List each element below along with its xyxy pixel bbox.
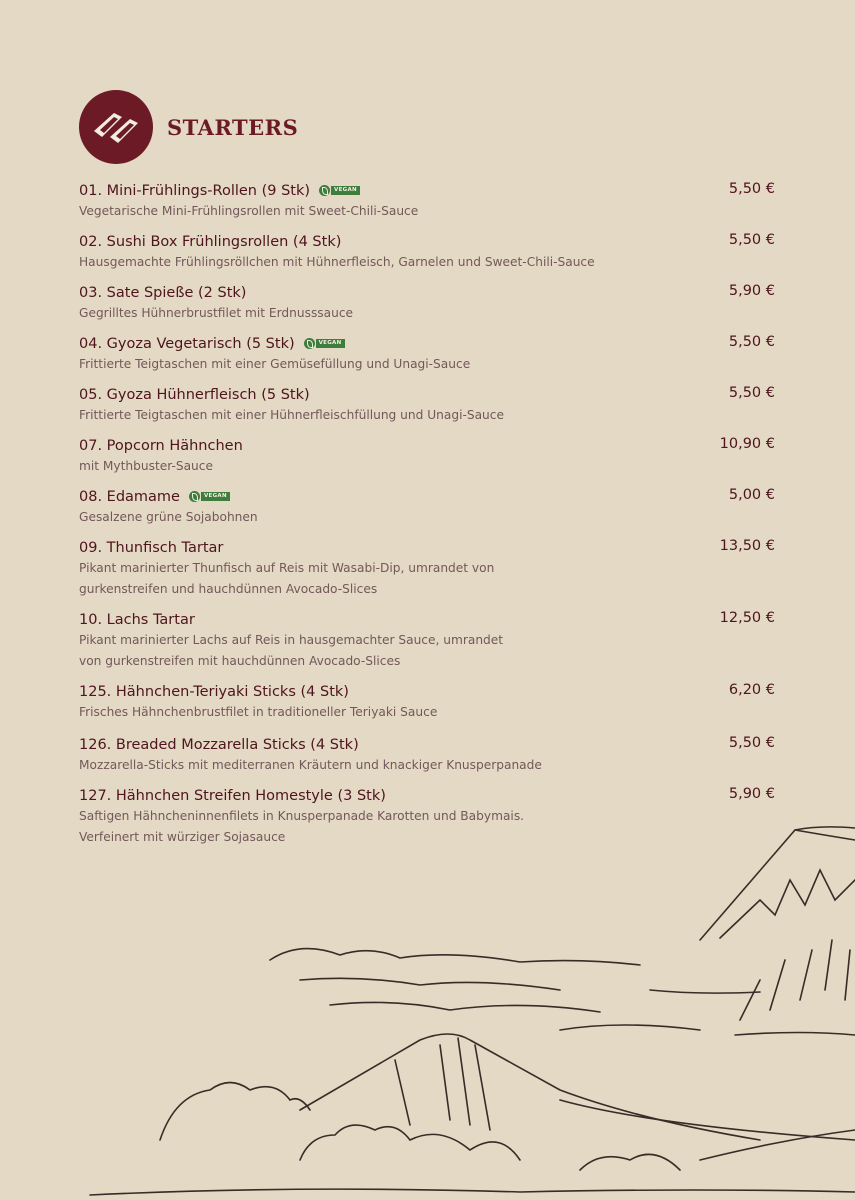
section-header <box>79 90 298 164</box>
menu-item-description: Verfeinert mit würziger Sojasauce <box>79 830 286 844</box>
menu-list <box>79 180 779 857</box>
menu-item-header <box>79 785 779 806</box>
menu-item-description: Hausgemachte Frühlingsröllchen mit Hühnerfleisch, Garnelen und Sweet-Chili-Sauce <box>79 255 595 269</box>
menu-item-description: Pikant marinierter Thunfisch auf Reis mit Wasabi-Dip, umrandet von <box>79 561 495 575</box>
menu-item <box>79 231 779 273</box>
menu-item-name: 05. Gyoza Hühnerfleisch (5 Stk) <box>79 386 310 403</box>
menu-item-description: Gesalzene grüne Sojabohnen <box>79 510 258 524</box>
vegan-badge <box>304 338 345 349</box>
menu-item-header <box>79 486 779 507</box>
menu-item-description: mit Mythbuster-Sauce <box>79 459 213 473</box>
section-title: STARTERS <box>167 114 299 140</box>
menu-item-description: Saftigen Hähncheninnenfilets in Knusperpanade Karotten und Babymais. <box>79 809 525 823</box>
menu-item-name: 127. Hähnchen Streifen Homestyle (3 Stk) <box>79 787 386 804</box>
menu-item-description: von gurkenstreifen mit hauchdünnen Avocado-Slices <box>79 654 401 668</box>
menu-item-price: 5,50 € <box>728 385 775 401</box>
menu-item-price: 5,50 € <box>728 735 775 751</box>
vegan-label: VEGAN <box>201 492 230 501</box>
leaf-icon <box>304 338 315 349</box>
vegan-badge <box>189 491 230 502</box>
menu-item-header <box>79 681 779 702</box>
menu-item-name: 04. Gyoza Vegetarisch (5 Stk) <box>79 335 295 352</box>
menu-item-name: 03. Sate Spieße (2 Stk) <box>79 284 247 301</box>
menu-item <box>79 435 779 477</box>
menu-item-price: 5,90 € <box>728 786 775 802</box>
menu-item <box>79 180 779 222</box>
menu-item-name: 126. Breaded Mozzarella Sticks (4 Stk) <box>79 736 359 753</box>
menu-item <box>79 537 779 600</box>
menu-item-price: 5,00 € <box>728 487 775 503</box>
menu-item-description: Vegetarische Mini-Frühlingsrollen mit Sweet-Chili-Sauce <box>79 204 419 218</box>
menu-item-description: Mozzarella-Sticks mit mediterranen Kräutern und knackiger Knusperpanade <box>79 758 542 772</box>
menu-item-price: 6,20 € <box>728 682 775 698</box>
menu-item-name: 08. Edamame <box>79 488 180 505</box>
menu-item-name: 125. Hähnchen-Teriyaki Sticks (4 Stk) <box>79 683 349 700</box>
leaf-icon <box>319 185 330 196</box>
menu-item-price: 12,50 € <box>719 610 775 626</box>
menu-item-description: Pikant marinierter Lachs auf Reis in hausgemachter Sauce, umrandet <box>79 633 504 647</box>
menu-item-description: Frittierte Teigtaschen mit einer Gemüsefüllung und Unagi-Sauce <box>79 357 471 371</box>
menu-item <box>79 282 779 324</box>
menu-item-price: 10,90 € <box>719 436 775 452</box>
menu-item <box>79 384 779 426</box>
menu-item-description: Frittierte Teigtaschen mit einer Hühnerfleischfüllung und Unagi-Sauce <box>79 408 504 422</box>
menu-item-header <box>79 180 779 201</box>
menu-item-header <box>79 282 779 303</box>
menu-item-description: gurkenstreifen und hauchdünnen Avocado-Slices <box>79 582 378 596</box>
menu-item-price: 5,50 € <box>728 181 775 197</box>
menu-item-price: 5,90 € <box>728 283 775 299</box>
menu-item-name: 02. Sushi Box Frühlingsrollen (4 Stk) <box>79 233 342 250</box>
vegan-label: VEGAN <box>331 186 360 195</box>
menu-item-header <box>79 333 779 354</box>
menu-item-name: 07. Popcorn Hähnchen <box>79 437 243 454</box>
menu-item <box>79 486 779 528</box>
menu-item-header <box>79 435 779 456</box>
menu-item-description: Frisches Hähnchenbrustfilet in traditioneller Teriyaki Sauce <box>79 705 438 719</box>
menu-item-name: 10. Lachs Tartar <box>79 611 195 628</box>
leaf-icon <box>189 491 200 502</box>
menu-item <box>79 734 779 776</box>
menu-item-header <box>79 734 779 755</box>
menu-item <box>79 785 779 848</box>
menu-item-name: 01. Mini-Frühlings-Rollen (9 Stk) <box>79 182 311 199</box>
menu-item <box>79 681 779 723</box>
menu-item-header <box>79 537 779 558</box>
menu-item <box>79 609 779 672</box>
menu-item-name: 09. Thunfisch Tartar <box>79 539 224 556</box>
menu-item-header <box>79 609 779 630</box>
menu-item-description: Gegrilltes Hühnerbrustfilet mit Erdnusssauce <box>79 306 354 320</box>
spring-roll-icon <box>79 90 153 164</box>
vegan-label: VEGAN <box>316 339 345 348</box>
vegan-badge <box>319 185 360 196</box>
menu-item-price: 5,50 € <box>728 232 775 248</box>
menu-item-price: 13,50 € <box>719 538 775 554</box>
menu-item-price: 5,50 € <box>728 334 775 350</box>
menu-item-header <box>79 231 779 252</box>
menu-item <box>79 333 779 375</box>
menu-item-header <box>79 384 779 405</box>
